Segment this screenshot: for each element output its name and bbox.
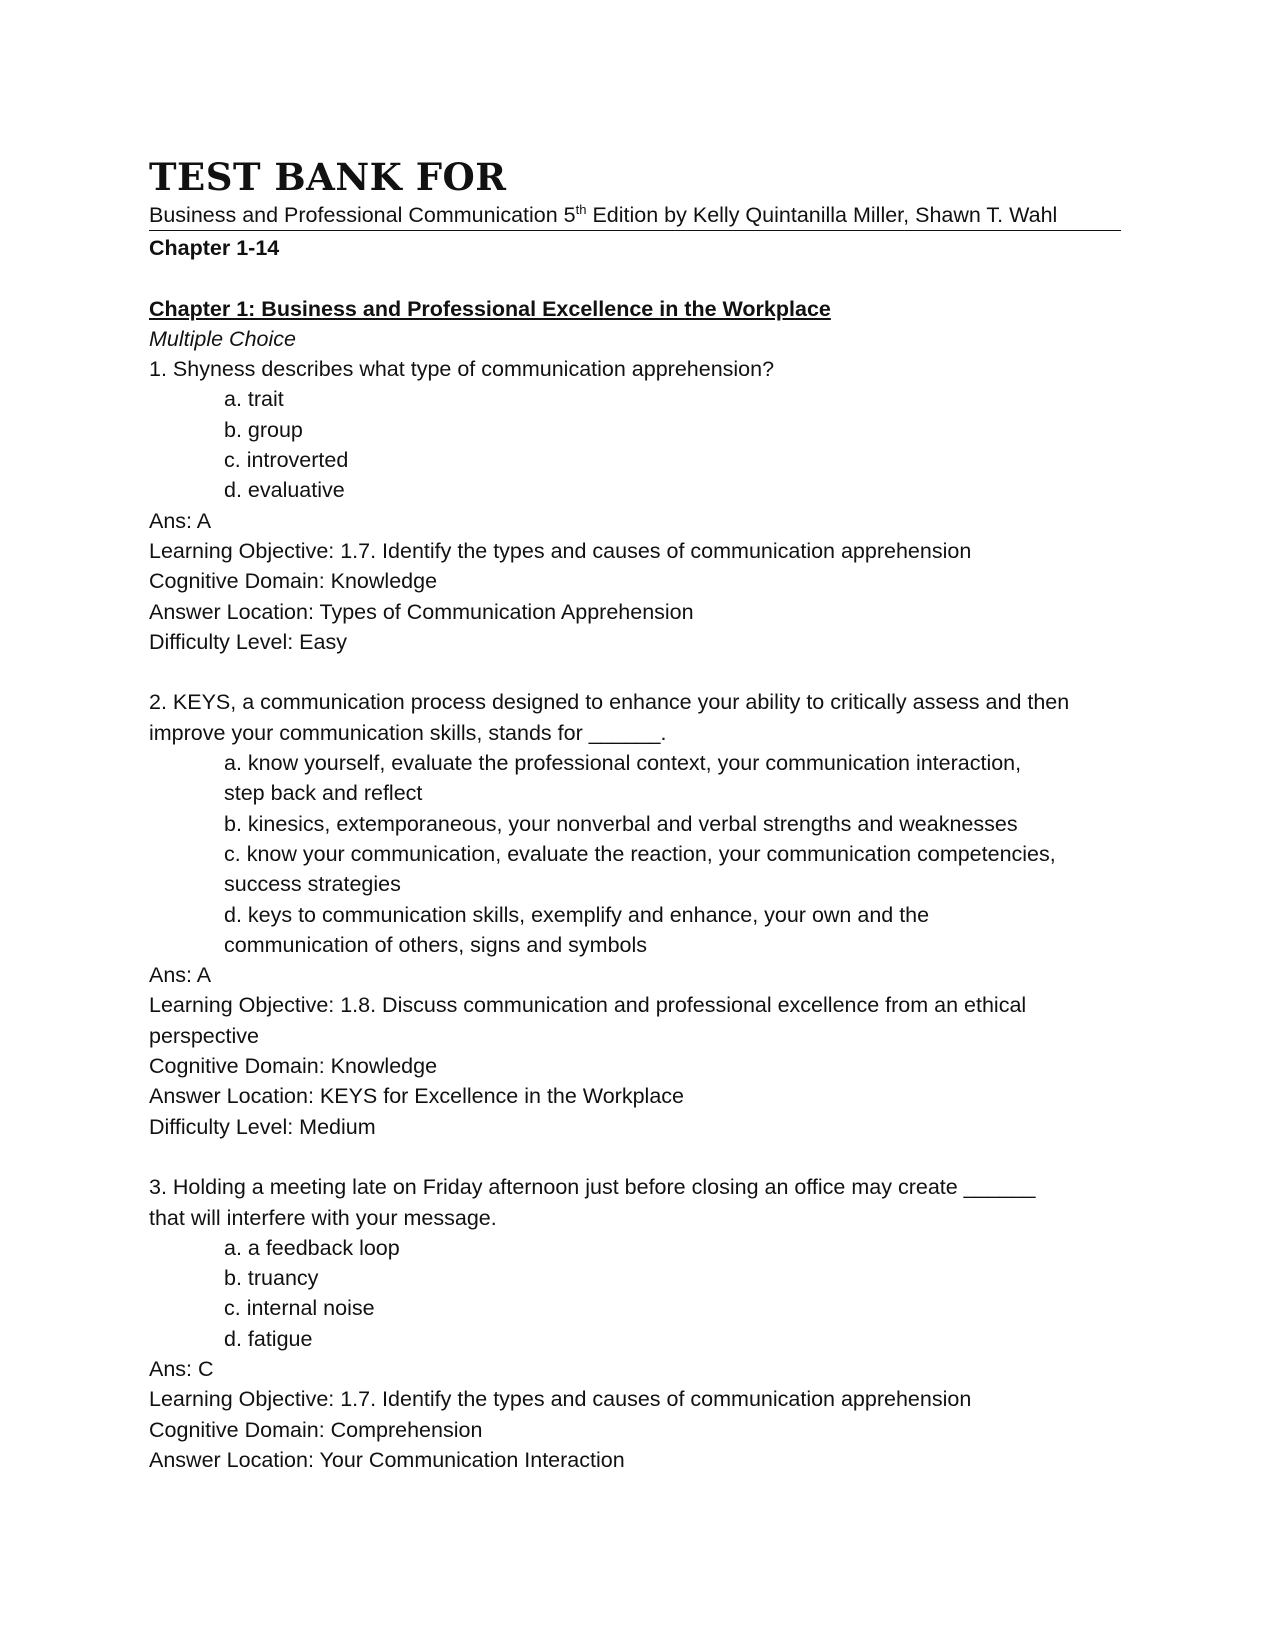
answer-location: Answer Location: KEYS for Excellence in the Workplace	[149, 1084, 684, 1109]
options-list	[149, 384, 1121, 505]
answer: Ans: C	[149, 1356, 214, 1381]
question-2	[149, 687, 1121, 1141]
section-type: Multiple Choice	[149, 326, 296, 351]
document-title: TEST BANK FOR	[149, 155, 507, 199]
cognitive-domain: Cognitive Domain: Knowledge	[149, 1054, 438, 1079]
option-b: b. truancy	[224, 1266, 319, 1291]
difficulty-level: Difficulty Level: Easy	[149, 629, 347, 654]
learning-objective-line-2: perspective	[149, 1023, 259, 1048]
option-d-line-2: communication of others, signs and symbols	[224, 932, 648, 957]
subtitle-book-title: Business and Professional Communication 5	[149, 203, 576, 227]
spacer	[149, 263, 1121, 293]
question-3	[149, 1172, 1121, 1475]
option-c-line-1: c. know your communication, evaluate the reaction, your communication competencies,	[224, 841, 1056, 866]
option-a-line-2: step back and reflect	[224, 781, 423, 806]
answer-location: Answer Location: Types of Communication Apprehension	[149, 599, 694, 624]
question-1	[149, 354, 1121, 657]
option-c: c. internal noise	[224, 1296, 375, 1321]
chapters-range: Chapter 1-14	[149, 236, 280, 260]
difficulty-level: Difficulty Level: Medium	[149, 1114, 376, 1139]
question-stem: 1. Shyness describes what type of communication apprehension?	[149, 357, 775, 382]
subtitle-authors: Edition by Kelly Quintanilla Miller, Shawn T. Wahl	[586, 203, 1058, 227]
cognitive-domain: Cognitive Domain: Knowledge	[149, 569, 438, 594]
question-stem-line-2: that will interfere with your message.	[149, 1205, 497, 1230]
option-b: b. kinesics, extemporaneous, your nonverbal and verbal strengths and weaknesses	[224, 811, 1018, 836]
option-c-line-2: success strategies	[224, 872, 401, 897]
option-d-line-1: d. keys to communication skills, exemplify and enhance, your own and the	[224, 902, 930, 927]
option-a: a. a feedback loop	[224, 1235, 400, 1260]
spacer	[149, 657, 1121, 687]
option-b: b. group	[224, 417, 303, 442]
learning-objective: Learning Objective: 1.7. Identify the types and causes of communication apprehension	[149, 538, 972, 563]
option-a-line-1: a. know yourself, evaluate the professional context, your communication interaction,	[224, 751, 1022, 776]
question-stem-line-1: 3. Holding a meeting late on Friday afternoon just before closing an office may create ______	[149, 1175, 1036, 1200]
option-d: d. evaluative	[224, 478, 345, 503]
answer: Ans: A	[149, 508, 212, 533]
subtitle-edition-superscript: th	[575, 201, 587, 217]
options-list	[149, 748, 1121, 960]
chapter-heading: Chapter 1: Business and Professional Excellence in the Workplace	[149, 296, 831, 321]
document-page	[149, 155, 1121, 1475]
answer-location: Answer Location: Your Communication Interaction	[149, 1447, 625, 1472]
option-c: c. introverted	[224, 448, 349, 473]
learning-objective-line-1: Learning Objective: 1.8. Discuss communication and professional excellence from an ethical	[149, 993, 1027, 1018]
document-subtitle	[149, 201, 1121, 231]
spacer	[149, 1142, 1121, 1172]
question-stem-line-1: 2. KEYS, a communication process designed to enhance your ability to critically assess and then	[149, 690, 1070, 715]
option-a: a. trait	[224, 387, 284, 412]
learning-objective: Learning Objective: 1.7. Identify the types and causes of communication apprehension	[149, 1387, 972, 1412]
option-d: d. fatigue	[224, 1326, 313, 1351]
answer: Ans: A	[149, 963, 212, 988]
question-stem-line-2: improve your communication skills, stands for ______.	[149, 720, 667, 745]
cognitive-domain: Cognitive Domain: Comprehension	[149, 1417, 483, 1442]
options-list	[149, 1233, 1121, 1354]
